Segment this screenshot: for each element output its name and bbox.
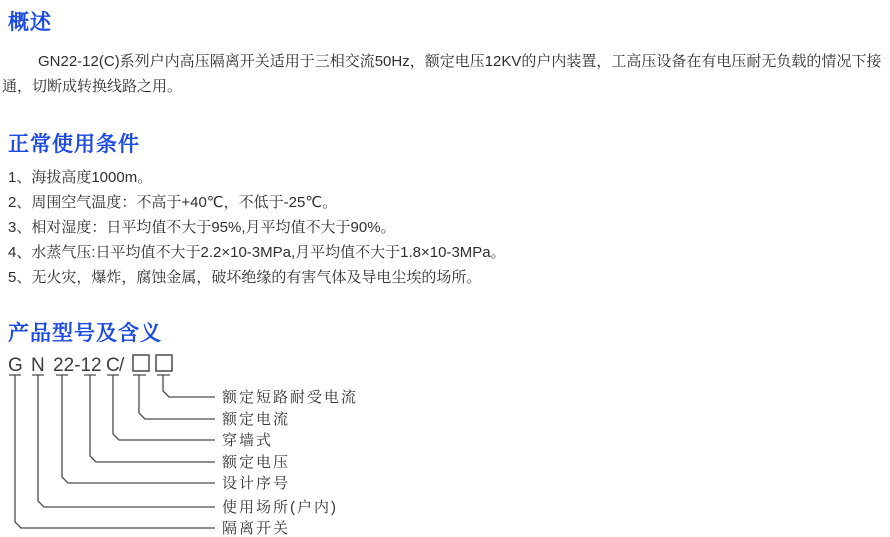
label-rated-short-circuit-current: 额定短路耐受电流 [222,389,359,406]
label-isolation-switch: 隔离开关 [222,520,291,537]
label-usage-location-indoor: 使用场所(户内) [222,499,338,516]
model-code-letter-n: N [31,355,45,376]
connector-line-c [107,375,215,440]
diagram-connector-lines [9,375,215,528]
model-heading: 产品型号及含义 [8,322,162,345]
model-code-slash: / [119,355,125,376]
condition-item-3: 3、相对湿度：日平均值不大于95%,月平均值不大于90%。 [8,219,396,236]
model-code-letter-g: G [8,355,23,376]
connector-line-22 [56,375,215,483]
connector-line-box2 [157,375,215,397]
model-code-series: 22-12 [53,355,102,376]
label-wall-bushing-type: 穿墙式 [222,432,274,449]
condition-item-2: 2、周围空气温度：不高于+40℃，不低于-25℃。 [8,194,338,211]
conditions-heading: 正常使用条件 [8,133,140,156]
connector-line-n [32,375,215,507]
model-code-placeholder-box-2 [156,355,172,371]
overview-paragraph: GN22-12(C)系列户内高压隔离开关适用于三相交流50Hz，额定电压12KV的户内装置，工高压设备在有电压耐无负载的情况下接通，切断成转换线路之用。 [2,53,882,95]
label-design-serial-number: 设计序号 [222,475,291,492]
model-code [8,355,172,376]
condition-item-1: 1、海拔高度1000m。 [8,169,153,186]
model-code-placeholder-box-1 [133,355,149,371]
condition-item-4: 4、水蒸气压:日平均值不大于2.2×10-3MPa,月平均值不大于1.8×10-3MPa。 [8,244,506,261]
connector-line-g [9,375,215,528]
label-rated-current: 额定电流 [222,411,291,428]
model-code-letter-c: C [106,355,120,376]
diagram-labels [222,388,358,537]
model-designation-diagram [0,345,470,537]
conditions-list [8,165,506,290]
label-rated-voltage: 额定电压 [222,454,291,471]
condition-item-5: 5、无火灾，爆炸，腐蚀金属，破坏绝缘的有害气体及导电尘埃的场所。 [8,269,482,286]
overview-heading: 概述 [8,11,52,34]
